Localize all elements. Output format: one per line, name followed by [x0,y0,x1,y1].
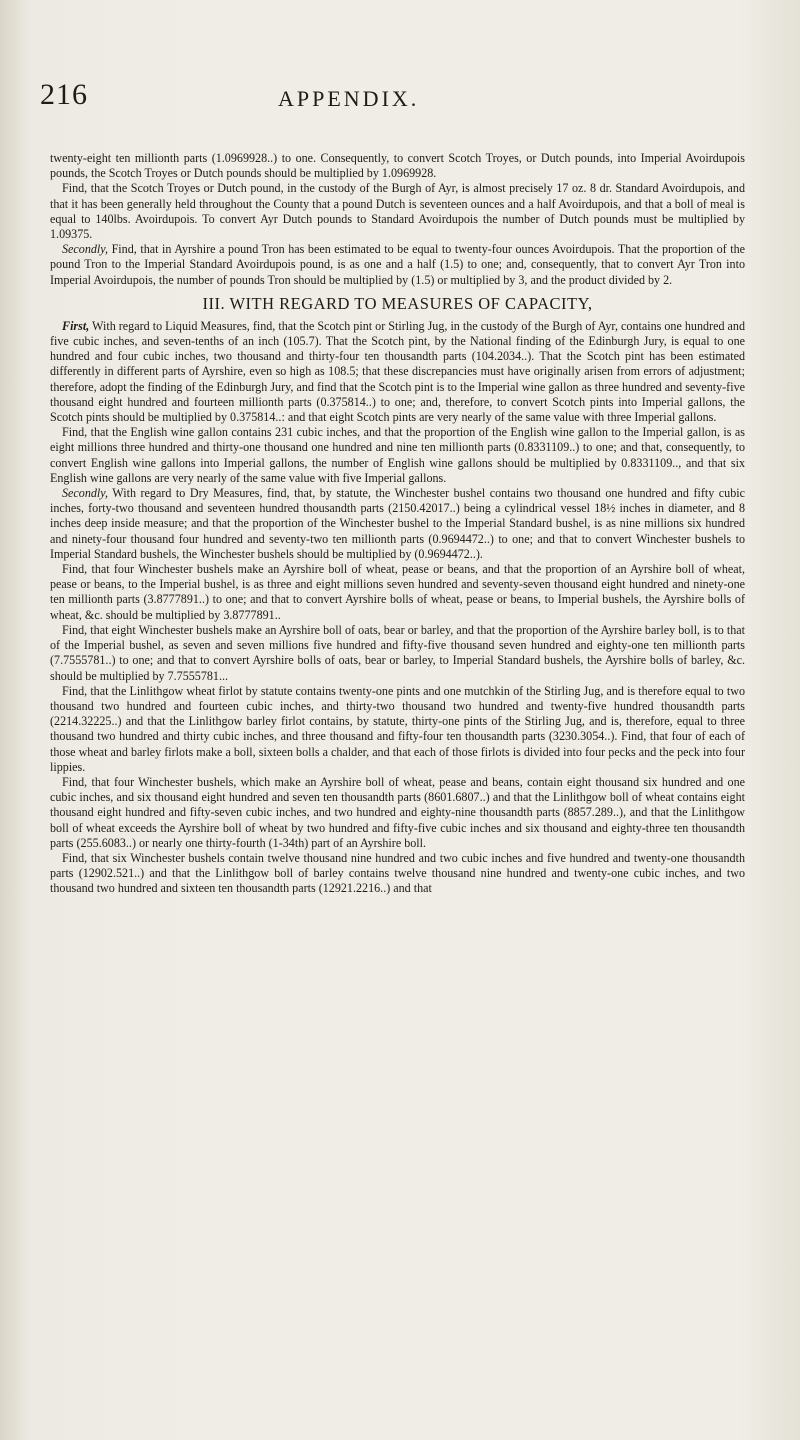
paragraph-lead: Secondly, [62,486,109,501]
paragraph: twenty-eight ten millionth parts (1.0969928..) to one. Consequently, to convert Scotch Troyes, or Dutch pounds, into Imperial Avoirdupois pounds, the Scotch Troyes or Dutch pounds should be multiplied by 1.0969928. [50,151,745,181]
page-number: 216 [40,78,88,111]
paragraph: Find, that eight Winchester bushels make an Ayrshire boll of oats, bear or barley, and that the proportion of the Ayrshire barley boll, is to that of the Imperial bushel, as seven and seven millions five hundred and fifty-five thousand seven hundred and eighty-one ten millionth parts (7.7555781..) to one; and that to convert Ayrshire bolls of oats, bear or barley, to Imperial Standard bushels, the Ayrshire bolls of barley, &c. should be multiplied by 7.7555781... [50,622,745,683]
paragraph: Find, that the Scotch Troyes or Dutch pound, in the custody of the Burgh of Ayr, is almost precisely 17 oz. 8 dr. Standard Avoirdupois, and that it has been generally held throughout the County that a pound Dutch is seventeen ounces and a half Avoirdupois, and that a boll of meal is equal to 140lbs. Avoirdupois. To convert Ayr Dutch pounds to Standard Avoirdupois the number of Dutch pounds must be multiplied by 1.09375. [50,181,745,242]
paragraph-text: With regard to Liquid Measures, find, that the Scotch pint or Stirling Jug, in the custody of the Burgh of Ayr, contains one hundred and five cubic inches, and seven-tenths of an inch (105.7). That the Scotch pint, by the National finding of the Edinburgh Jury, is equal to one hundred and four cubic inches, two thousand and thirty-four ten thousandth parts (104.2034..). That the Scotch pint has been estimated differently in different parts of Ayrshire, even so high as 108.5; that these discrepancies must have originally arisen from errors of adjustment; therefore, adopt the finding of the Edinburgh Jury, and find that the Scotch pint is to the Imperial wine gallon as three hundred and seventy-five thousand eight hundred and fourteen millionth parts (0.375814..) to one; and, therefore, to convert Scotch pints into Imperial gallons, the Scotch pints should be multiplied by 0.375814..: and that eight Scotch pints are very nearly of the same value with three Imperial gallons. [50,318,745,425]
paragraph [50,242,745,288]
page-header [40,78,760,118]
paragraph: Find, that six Winchester bushels contain twelve thousand nine hundred and two cubic inches and five hundred and twenty-one thousandth parts (12902.521..) and that the Linlithgow boll of barley contains twelve thousand nine hundred and twenty-one cubic inches, and two thousand two hundred and sixteen ten thousandth parts (12921.2216..) and that [50,850,745,896]
paragraph [50,486,745,562]
paragraph-text: With regard to Dry Measures, find, that, by statute, the Winchester bushel contains two thousand one hundred and fifty cubic inches, forty-two thousand and seventeen hundred thousandth parts (2150.42017..) being a cylindrical vessel 18½ inches in diameter, and 8 inches deep inside measure; and that the proportion of the Winchester bushel to the Imperial Standard bushel, is as nine millions six hundred and ninety-four thousand four hundred and seventy-two ten millionth parts (0.9694472..) to one; and that to convert Winchester bushels to Imperial Standard bushels, the Winchester bushels should be multiplied by (0.9694472..). [50,486,745,561]
section-heading: III. WITH REGARD TO MEASURES OF CAPACITY, [202,293,593,313]
paragraph-lead: First, [62,318,90,333]
paragraph-text: Find, that in Ayrshire a pound Tron has been estimated to be equal to twenty-four ounces Avoirdupois. That the proportion of the pound Tron to the Imperial Standard Avoirdupois pound, is as one and a half (1.5) to one; and, consequently, that to convert Ayr Tron into Imperial Avoirdupois, the number of pounds Tron should be multiplied by (1.5) or multiplied by 3, and the product divided by 2. [50,242,745,287]
running-head: APPENDIX. [278,86,420,111]
paragraph: Find, that four Winchester bushels make an Ayrshire boll of wheat, pease or beans, and that the proportion of an Ayrshire boll of wheat, pease or beans, to the Imperial bushel, is as three and eight millions seven hundred and seventy-seven thousand eight hundred and ninety-one ten millionth parts (3.8777891..) to one; and that to convert Ayrshire bolls of wheat, pease or beans, to Imperial bushels, the Ayrshire bolls of wheat, &c. should be multiplied by 3.8777891.. [50,562,745,622]
paragraph: Find, that the Linlithgow wheat firlot by statute contains twenty-one pints and one mutchkin of the Stirling Jug, and is therefore equal to two thousand two hundred and fourteen cubic inches, and thirty-two thousand two hundred and twenty-five hundred thousandth parts (2214.32225..) and that the Linlithgow barley firlot contains, by statute, thirty-one pints of the Stirling Jug, and is, therefore, equal to three thousand two hundred and thirty cubic inches, and three thousand and fifty-four ten thousandth parts (3230.3054..). Find, that four of each of those wheat and barley firlots make a boll, sixteen bolls a chalder, and that each of those firlots is divided into four pecks and the peck into four lippies. [50,683,745,774]
paragraph-lead: Secondly, [62,242,109,257]
paragraph: Find, that the English wine gallon contains 231 cubic inches, and that the proportion of the English wine gallon to the Imperial gallon, is as eight millions three hundred and thirty-one thousand one hundred and nine ten millionth parts (0.8331109..) to one; and that, consequently, to convert English wine gallons into Imperial gallons, the number of English wine gallons should be multiplied by 0.8331109.., and that six English wine gallons are very nearly of the same value with five Imperial gallons. [50,425,745,485]
body-text [50,151,745,897]
paragraph [50,319,745,425]
paragraph: Find, that four Winchester bushels, which make an Ayrshire boll of wheat, pease and beans, contain eight thousand six hundred and one cubic inches, and six thousand eight hundred and seven ten thousandth parts (8601.6807..) and that the Linlithgow boll of wheat contains eight thousand eight hundred and fifty-seven cubic inches, and two hundred and eighty-nine thousandth parts (8857.289..), and that the Linlithgow boll of wheat exceeds the Ayrshire boll of wheat by two hundred and fifty-five cubic inches and six thousand and eighty-three ten thousandth parts (255.6083..) or nearly one thirty-fourth (1-34th) part of an Ayrshire boll. [50,774,745,850]
